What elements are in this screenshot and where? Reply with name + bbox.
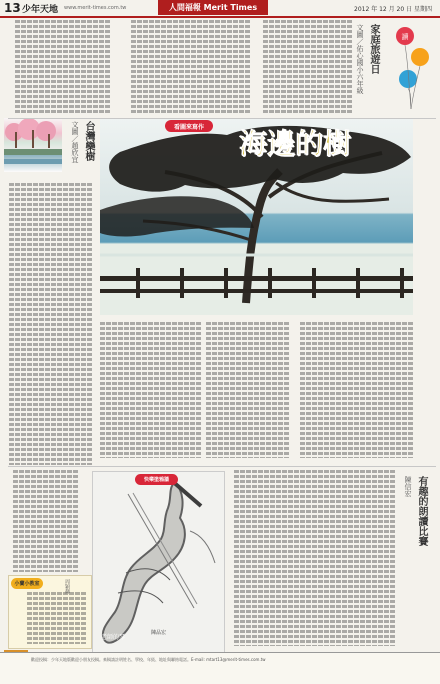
reading-contest-author: 陳信宏 bbox=[404, 476, 412, 497]
issue-date: 2012 年 12 月 20 日 星期四 bbox=[354, 6, 432, 13]
seaside-tree-photo bbox=[100, 118, 413, 315]
balloon-badge: 讀 bbox=[401, 33, 409, 41]
violin-author: 陳品宏 bbox=[151, 630, 167, 636]
taiwan-tree-author: 文圖／趙欣宜 bbox=[71, 121, 79, 163]
footer bbox=[0, 652, 440, 684]
reading-contest-title: 有趣的朗讀比賽 bbox=[416, 476, 427, 546]
column-text bbox=[14, 592, 86, 644]
seaside-badge: 看圖來寫作 bbox=[165, 120, 213, 132]
family-travel-title: 家庭旅遊日 bbox=[368, 24, 379, 74]
balloons-illustration bbox=[390, 21, 436, 111]
family-travel-author: 文圖／佑心國小六年級 bbox=[356, 24, 364, 94]
violin-drawing bbox=[92, 471, 225, 665]
section-divider-top bbox=[8, 118, 436, 119]
column-author: 周穎輝 bbox=[64, 579, 70, 594]
masthead bbox=[0, 0, 440, 18]
footer-text: 歡迎投稿：少年天地版歡迎小朋友投稿。來稿請註明姓名、學校、年級、地址與聯絡電話。E-mail: mtart13@merit-times.com.tw bbox=[31, 657, 266, 662]
newspaper-logo: 人間福報 Merit Times bbox=[158, 0, 268, 15]
section-divider-middle bbox=[8, 466, 436, 467]
seaside-tree-title: 海邊的樹 bbox=[239, 127, 352, 160]
lower-left-text bbox=[8, 470, 78, 572]
site-url[interactable]: www.merit-times.com.tw bbox=[64, 5, 127, 11]
violin-caption: 老師的琴 bbox=[101, 634, 126, 641]
middle-text-right bbox=[297, 322, 413, 458]
violin-badge: 快樂塗鴉牆 bbox=[135, 474, 178, 485]
page-number: 13 bbox=[4, 1, 21, 15]
column-box bbox=[8, 575, 92, 649]
taiwan-tree-title: 台灣欒樹 bbox=[83, 121, 94, 161]
middle-text-center bbox=[204, 322, 289, 458]
section-title: 少年天地 bbox=[22, 4, 59, 15]
article-text-top-middle bbox=[118, 20, 250, 115]
taiwan-tree-text bbox=[8, 183, 92, 465]
article-text-top-right bbox=[258, 20, 352, 115]
middle-text-left bbox=[96, 322, 201, 458]
article-text-top-left bbox=[8, 20, 110, 115]
reading-contest-text bbox=[231, 470, 395, 646]
column-label: 小蘭小教室 bbox=[11, 578, 43, 589]
cherry-blossom-photo bbox=[4, 118, 62, 172]
